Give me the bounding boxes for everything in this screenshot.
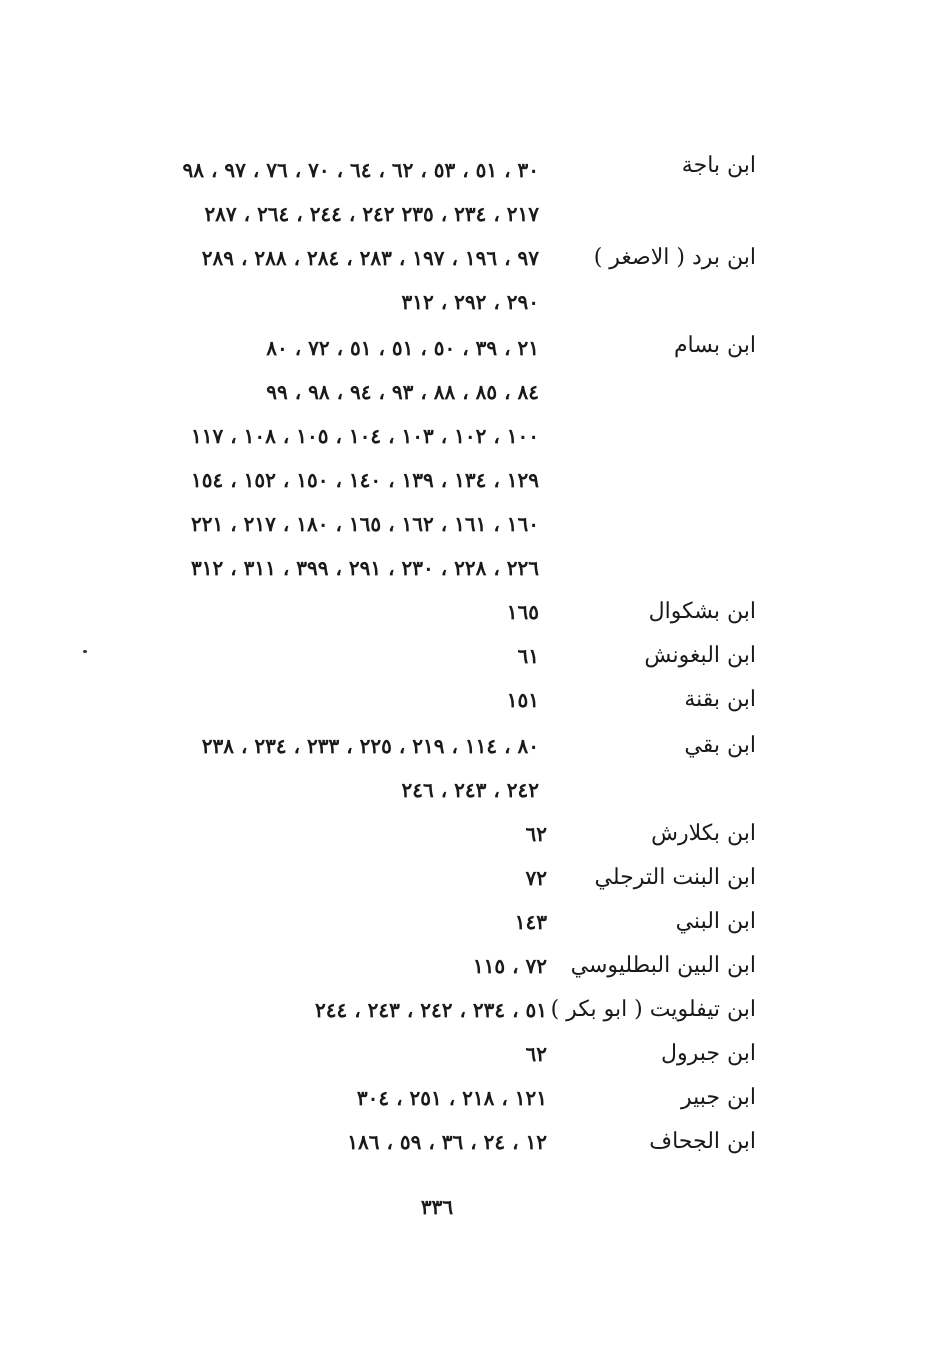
entry-name-ibn-al-bint: ابن البنت الترجلي: [594, 865, 756, 890]
ink-speck: [83, 650, 87, 653]
entry-pages-line: ٣٠ ، ٥١ ، ٥٣ ، ٦٢ ، ٦٤ ، ٧٠ ، ٧٦ ، ٩٧ ، ٩٨: [182, 158, 539, 182]
entry-pages-line: ١٦٠ ، ١٦١ ، ١٦٢ ، ١٦٥ ، ١٨٠ ، ٢١٧ ، ٢٢١: [191, 512, 539, 536]
entry-name-ibn-al-jahhaf: ابن الجحاف: [649, 1129, 756, 1154]
entry-pages-line: ٢١ ، ٣٩ ، ٥٠ ، ٥١ ، ٥١ ، ٧٢ ، ٨٠: [266, 336, 539, 360]
entry-name-ibn-bassam: ابن بسام: [673, 333, 756, 358]
page-number: ٣٣٦: [420, 1195, 454, 1219]
entry-pages-line: ١٢١ ، ٢١٨ ، ٢٥١ ، ٣٠٤: [356, 1086, 547, 1110]
entry-pages-line: ١٦٥: [506, 600, 539, 624]
entry-pages-line: ٦٢: [525, 1042, 547, 1066]
entry-pages-line: ١٠٠ ، ١٠٢ ، ١٠٣ ، ١٠٤ ، ١٠٥ ، ١٠٨ ، ١١٧: [191, 424, 539, 448]
entry-pages-line: ٦٢: [525, 822, 547, 846]
entry-pages-line: ١٢ ، ٢٤ ، ٣٦ ، ٥٩ ، ١٨٦: [347, 1130, 547, 1154]
entry-pages-line: ٥١ ، ٢٣٤ ، ٢٤٢ ، ٢٤٣ ، ٢٤٤: [315, 998, 547, 1022]
entry-pages-line: ١٤٣: [514, 910, 547, 934]
entry-name-ibn-baqanna: ابن بقنة: [684, 687, 756, 712]
entry-pages-line: ٢١٧ ، ٢٣٤ ، ٢٣٥ ٢٤٢ ، ٢٤٤ ، ٢٦٤ ، ٢٨٧: [204, 202, 539, 226]
entry-name-ibn-baklarish: ابن بكلارش: [651, 821, 756, 846]
entry-pages-line: ١٥١: [506, 688, 539, 712]
entry-pages-line: ٢٤٢ ، ٢٤٣ ، ٢٤٦: [401, 778, 539, 802]
entry-name-ibn-al-bayn: ابن البين البطليوسي: [570, 953, 756, 978]
entry-name-ibn-jabirol: ابن جبرول: [661, 1041, 756, 1066]
entry-pages-line: ٦١: [517, 644, 539, 668]
entry-name-ibn-bajja: ابن باجة: [681, 153, 756, 178]
entry-name-ibn-jubayr: ابن جبير: [681, 1085, 756, 1110]
entry-pages-line: ٢٩٠ ، ٢٩٢ ، ٣١٢: [401, 290, 539, 314]
entry-name-ibn-bashkuwal: ابن بشكوال: [648, 599, 756, 624]
entry-pages-line: ١٢٩ ، ١٣٤ ، ١٣٩ ، ١٤٠ ، ١٥٠ ، ١٥٢ ، ١٥٤: [191, 468, 539, 492]
entry-pages-line: ٩٧ ، ١٩٦ ، ١٩٧ ، ٢٨٣ ، ٢٨٤ ، ٢٨٨ ، ٢٨٩: [201, 246, 539, 270]
entry-pages-line: ٢٢٦ ، ٢٢٨ ، ٢٣٠ ، ٢٩١ ، ٣٩٩ ، ٣١١ ، ٣١٢: [191, 556, 539, 580]
entry-name-ibn-al-banni: ابن البني: [675, 909, 756, 934]
entry-name-ibn-baqi: ابن بقي: [684, 733, 756, 758]
entry-name-ibn-burd: ابن برد ( الاصغر ): [593, 245, 756, 270]
entry-pages-line: ٧٢ ، ١١٥: [472, 954, 547, 978]
entry-pages-line: ٨٠ ، ١١٤ ، ٢١٩ ، ٢٢٥ ، ٢٣٣ ، ٢٣٤ ، ٢٣٨: [201, 734, 539, 758]
entry-pages-line: ٨٤ ، ٨٥ ، ٨٨ ، ٩٣ ، ٩٤ ، ٩٨ ، ٩٩: [266, 380, 539, 404]
entry-name-ibn-tifilwit: ابن تيفلويت ( ابو بكر ): [550, 997, 756, 1022]
entry-name-ibn-al-bighunish: ابن البغونش: [644, 643, 756, 668]
entry-pages-line: ٧٢: [525, 866, 547, 890]
